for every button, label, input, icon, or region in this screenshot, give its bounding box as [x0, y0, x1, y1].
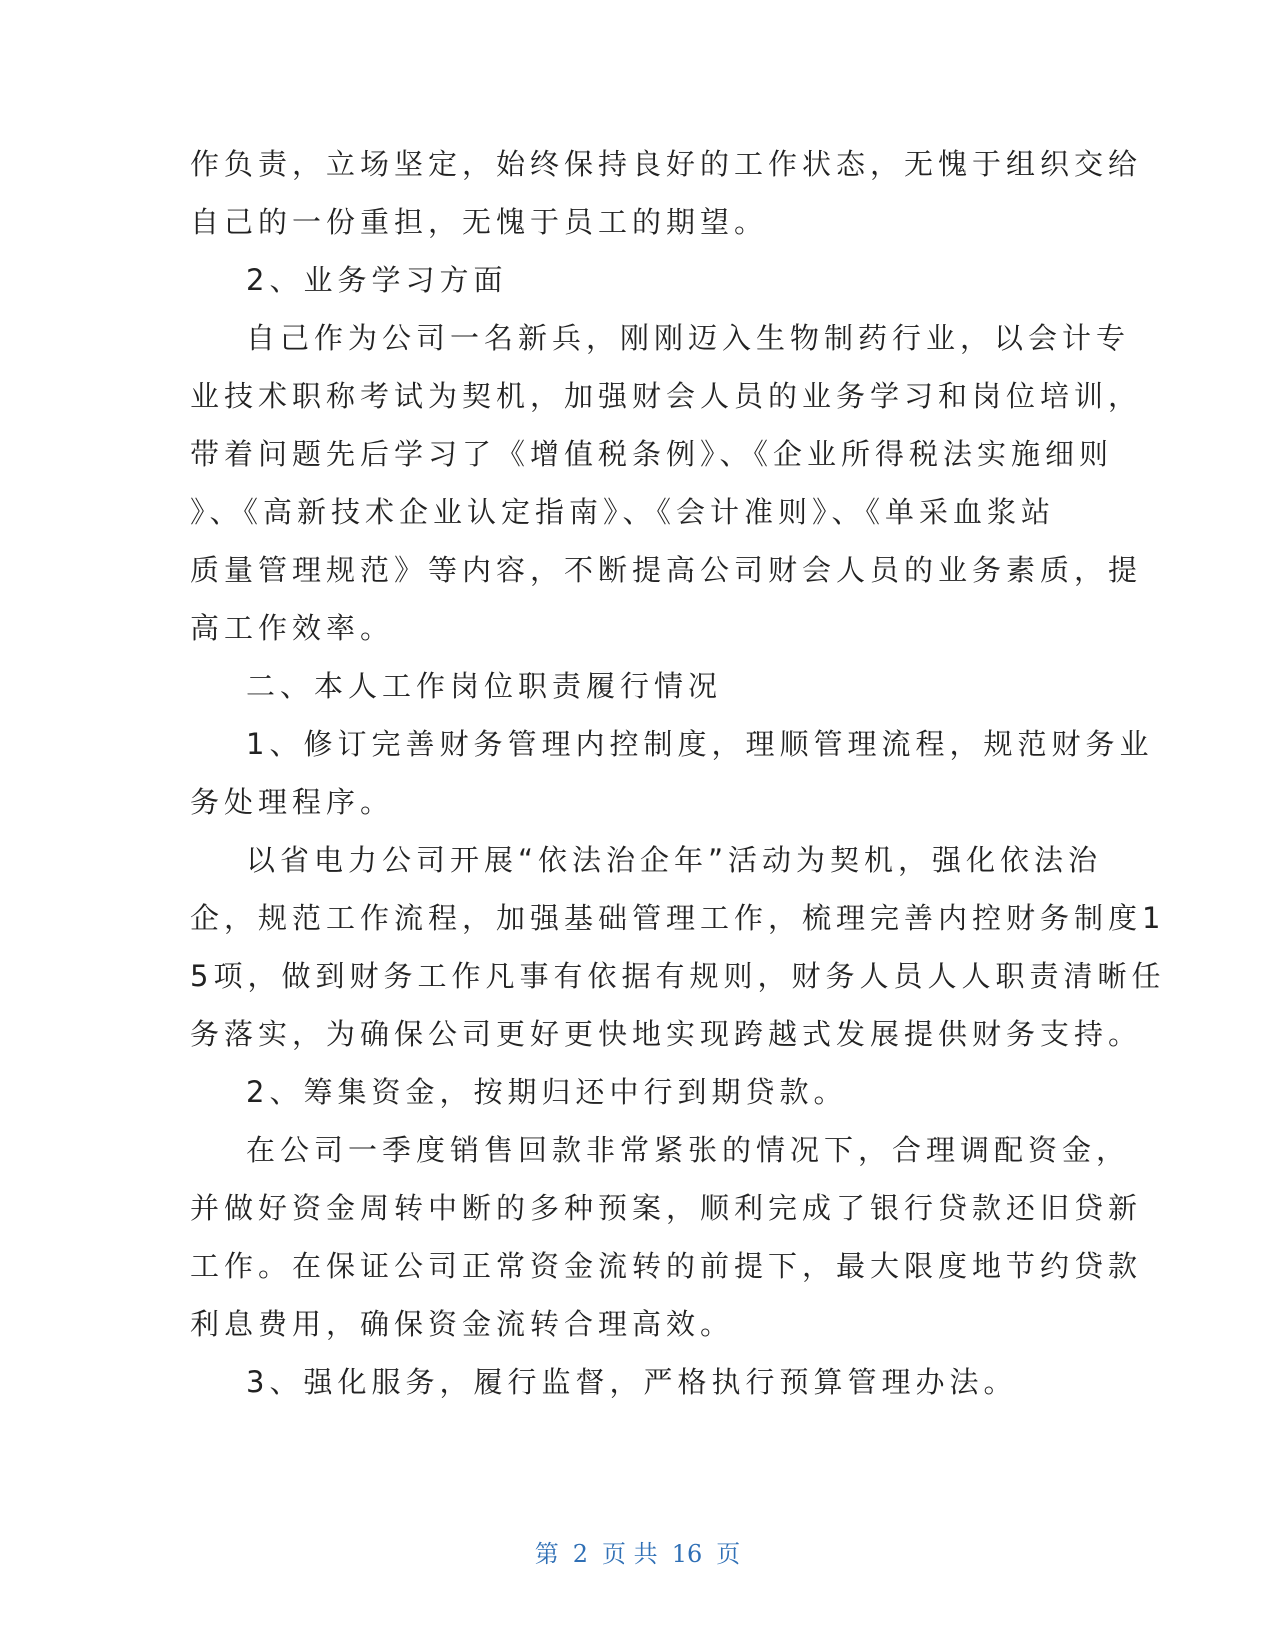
text-line-17: 2、筹集资金，按期归还中行到期贷款。 — [246, 1075, 848, 1109]
text-line-18: 在公司一季度销售回款非常紧张的情况下，合理调配资金， — [246, 1133, 1131, 1167]
text-line-21: 利息费用，确保资金流转合理高效。 — [190, 1307, 735, 1341]
footer-current-page: 2 — [572, 1540, 589, 1568]
footer-prefix: 第 — [534, 1540, 559, 1568]
text-line-8: 质量管理规范》等内容，不断提高公司财会人员的业务素质，提 — [190, 553, 1143, 587]
page-footer — [0, 1538, 1275, 1570]
text-line-12: 务处理程序。 — [190, 785, 395, 819]
text-line-20: 工作。在保证公司正常资金流转的前提下，最大限度地节约贷款 — [190, 1249, 1143, 1283]
text-line-14: 企，规范工作流程，加强基础管理工作，梳理完善内控财务制度1 — [190, 901, 1166, 935]
text-line-6: 带着问题先后学习了《增值税条例》、《企业所得税法实施细则 — [190, 437, 1114, 471]
section-heading-duties: 二、本人工作岗位职责履行情况 — [246, 669, 723, 703]
text-line-4: 自己作为公司一名新兵，刚刚迈入生物制药行业，以会计专 — [246, 321, 1131, 355]
text-line-22: 3、强化服务，履行监督，严格执行预算管理办法。 — [246, 1365, 1018, 1399]
text-line-11: 1、修订完善财务管理内控制度，理顺管理流程，规范财务业 — [246, 727, 1154, 761]
text-line-15: 5项，做到财务工作凡事有依据有规则，财务人员人人职责清晰任 — [190, 959, 1166, 993]
footer-total-pages: 16 — [671, 1540, 703, 1568]
footer-middle: 页 共 — [602, 1540, 658, 1568]
text-line-13: 以省电力公司开展“依法治企年”活动为契机，强化依法治 — [246, 843, 1103, 877]
text-line-7: 》、《高新技术企业认定指南》、《会计准则》、《单采血浆站 — [190, 495, 1056, 529]
section-heading-business-study: 2、业务学习方面 — [246, 263, 508, 297]
footer-suffix: 页 — [716, 1540, 741, 1568]
text-line-5: 业技术职称考试为契机，加强财会人员的业务学习和岗位培训， — [190, 379, 1143, 413]
text-line-16: 务落实，为确保公司更好更快地实现跨越式发展提供财务支持。 — [190, 1017, 1143, 1051]
text-line-19: 并做好资金周转中断的多种预案，顺利完成了银行贷款还旧贷新 — [190, 1191, 1143, 1225]
text-line-1: 作负责，立场坚定，始终保持良好的工作状态，无愧于组织交给 — [190, 147, 1143, 181]
text-line-9: 高工作效率。 — [190, 611, 395, 645]
text-line-2: 自己的一份重担，无愧于员工的期望。 — [190, 205, 769, 239]
